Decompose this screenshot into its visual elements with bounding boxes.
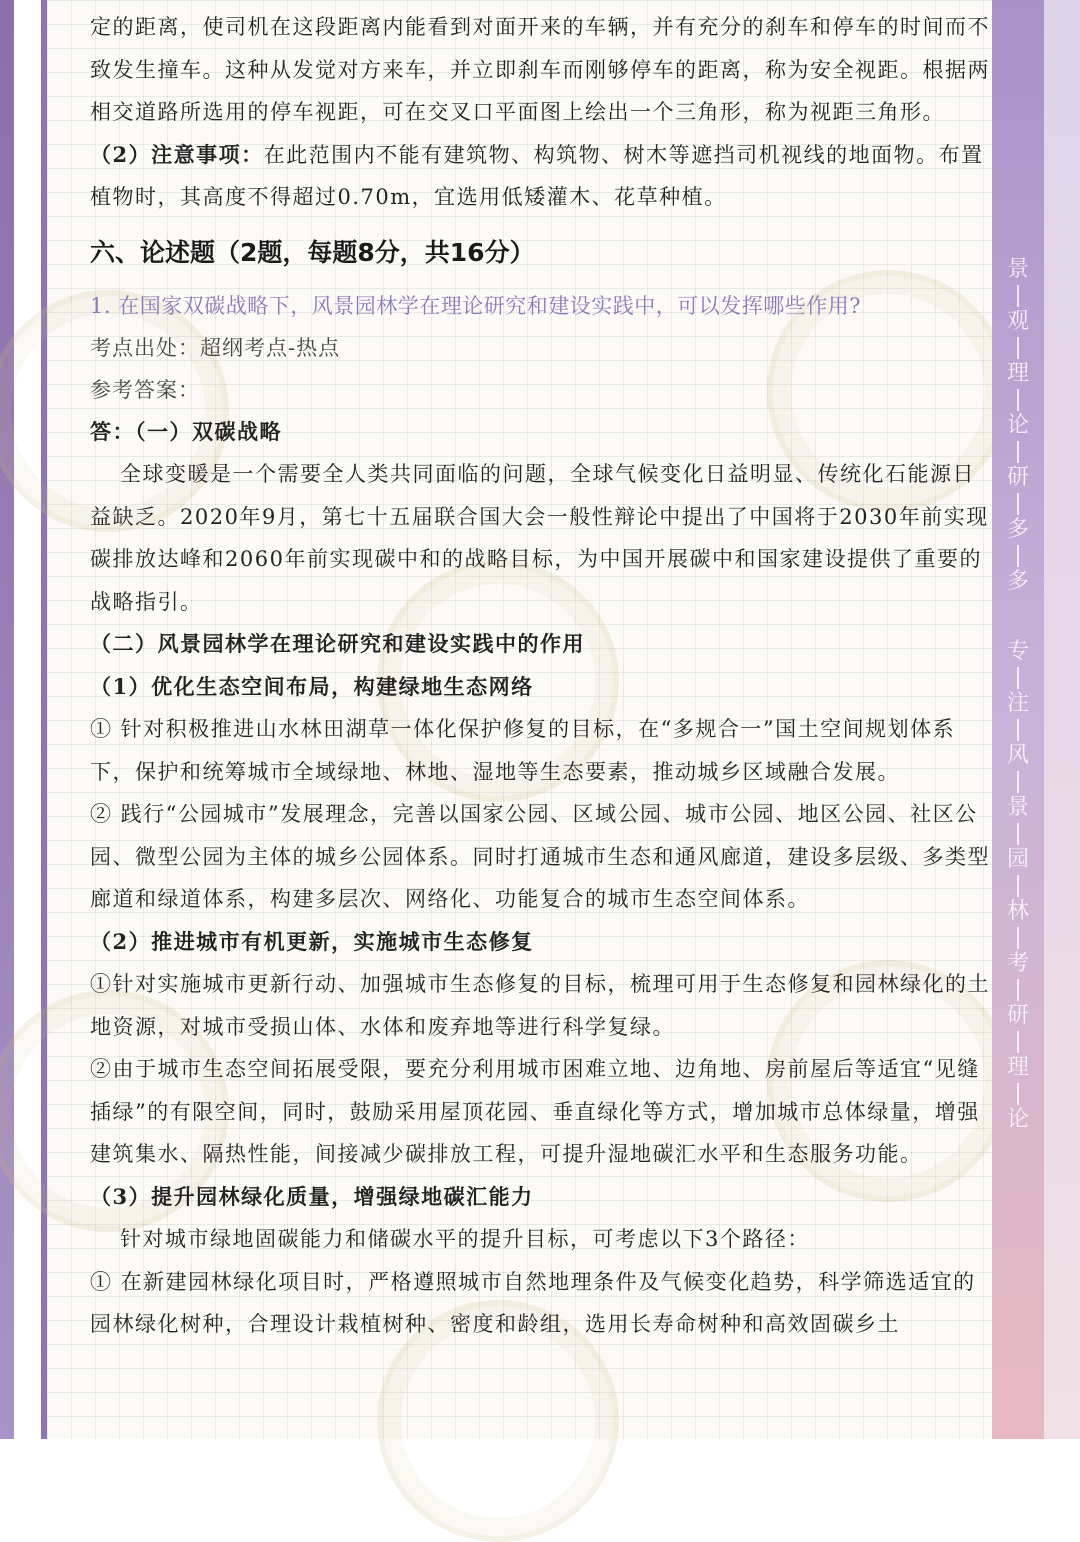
side-dash	[1017, 667, 1019, 689]
side-dash	[1017, 545, 1019, 567]
side-char: 专	[1006, 639, 1029, 664]
side-char: 观	[1006, 309, 1029, 334]
side-char: 注	[1006, 691, 1029, 716]
paragraph-dual-carbon: 全球变暖是一个需要全人类共同面临的问题，全球气候变化日益明显、传统化石能源日益缺乏。2020年9月，第七十五届联合国大会一般性辩论中提出了中国将于2030年前实现碳排放达峰和2060年前实现碳中和的战略目标，为中国开展碳中和国家建设提供了重要的战略指引。	[90, 462, 989, 614]
side-dash	[1017, 337, 1019, 359]
side-char: 研	[1006, 1003, 1029, 1028]
paragraph-notes	[90, 134, 990, 219]
left-border	[0, 0, 14, 1439]
side-dash	[1017, 1031, 1019, 1053]
side-dash	[1017, 285, 1019, 307]
side-char: 研	[1006, 465, 1029, 490]
document-body	[90, 6, 990, 1346]
side-char: 理	[1006, 1055, 1029, 1080]
side-dash	[1017, 389, 1019, 411]
paragraph-3-1: ① 在新建园林绿化项目时，严格遵照城市自然地理条件及气候变化趋势，科学筛选适宜的园林绿化树种，合理设计栽植树种、密度和龄组，选用长寿命树种和高效固碳乡土	[90, 1269, 976, 1336]
vertical-side-text	[1004, 255, 1032, 1135]
paragraph-sight-distance: 定的距离，使司机在这段距离内能看到对面开来的车辆，并有充分的刹车和停车的时间而不致发生撞车。这种从发觉对方来车，并立即刹车而刚够停车的距离，称为安全视距。根据两相交道路所选用的停车视距，可在交叉口平面图上绘出一个三角形，称为视距三角形。	[90, 15, 990, 124]
side-char: 论	[1006, 1107, 1029, 1132]
side-char: 考	[1006, 951, 1029, 976]
subheading-1: （1）优化生态空间布局，构建绿地生态网络	[90, 673, 534, 699]
section-heading: 六、论述题（2题，每题8分，共16分）	[90, 237, 535, 267]
side-dash	[1017, 441, 1019, 463]
side-char: 理	[1006, 361, 1029, 386]
side-dash	[1017, 771, 1019, 793]
right-edge	[1044, 0, 1080, 1439]
subheading-3: （3）提升园林绿化质量，增强绿地碳汇能力	[90, 1183, 534, 1209]
side-char: 风	[1006, 743, 1029, 768]
paragraph-1-2: ② 践行“公园城市”发展理念，完善以国家公园、区域公园、城市公园、地区公园、社区公园、微型公园为主体的城乡公园体系。同时打通城市生态和通风廊道，建设多层级、多类型廊道和绿道体系，构建多层次、网络化、功能复合的城市生态空间体系。	[90, 802, 990, 911]
side-char: 林	[1006, 899, 1029, 924]
side-char: 论	[1006, 413, 1029, 438]
side-dash	[1017, 1083, 1019, 1105]
side-dash	[1017, 927, 1019, 949]
side-char: 景	[1006, 795, 1029, 820]
side-char: 多	[1006, 517, 1029, 542]
side-dash	[1017, 979, 1019, 1001]
side-char: 园	[1006, 847, 1029, 872]
paragraph-2-2: ②由于城市生态空间拓展受限，要充分利用城市困难立地、边角地、房前屋后等适宜“见缝插绿”的有限空间，同时，鼓励采用屋顶花园、垂直绿化等方式，增加城市总体绿量，增强建筑集水、隔热性能，间接减少碳排放工程，可提升湿地碳汇水平和生态服务功能。	[90, 1057, 980, 1166]
paragraph-2-1: ①针对实施城市更新行动、加强城市生态修复的目标，梳理可用于生态修复和园林绿化的土地资源，对城市受损山体、水体和废弃地等进行科学复绿。	[90, 972, 990, 1039]
subheading-2: （2）推进城市有机更新，实施城市生态修复	[90, 928, 534, 954]
question-source: 考点出处：超纲考点-热点	[90, 335, 341, 360]
side-dash	[1017, 493, 1019, 515]
side-char: 多	[1006, 569, 1029, 594]
side-dash	[1017, 823, 1019, 845]
subheading-role: （二）风景园林学在理论研究和建设实践中的作用	[90, 631, 585, 656]
paragraph-3-0: 针对城市绿地固碳能力和储碳水平的提升目标，可考虑以下3个路径：	[120, 1227, 810, 1251]
side-dash	[1017, 875, 1019, 897]
side-dash	[1017, 719, 1019, 741]
side-char: 景	[1006, 257, 1029, 282]
answer-heading: 答：（一）双碳战略	[90, 418, 282, 444]
question-text: 1. 在国家双碳战略下，风景园林学在理论研究和建设实践中，可以发挥哪些作用?	[90, 293, 861, 318]
notes-text: 在此范围内不能有建筑物、构筑物、树木等遮挡司机视线的地面物。布置植物时，其高度不得超过0.70m，宜选用低矮灌木、花草种植。	[90, 142, 984, 209]
notes-label: （2）注意事项：	[90, 141, 264, 167]
reference-answer-label: 参考答案：	[90, 377, 200, 402]
paragraph-1-1: ① 针对积极推进山水林田湖草一体化保护修复的目标，在“多规合一”国土空间规划体系下，保护和统筹城市全域绿地、林地、湿地等生态要素，推动城乡区域融合发展。	[90, 717, 956, 784]
